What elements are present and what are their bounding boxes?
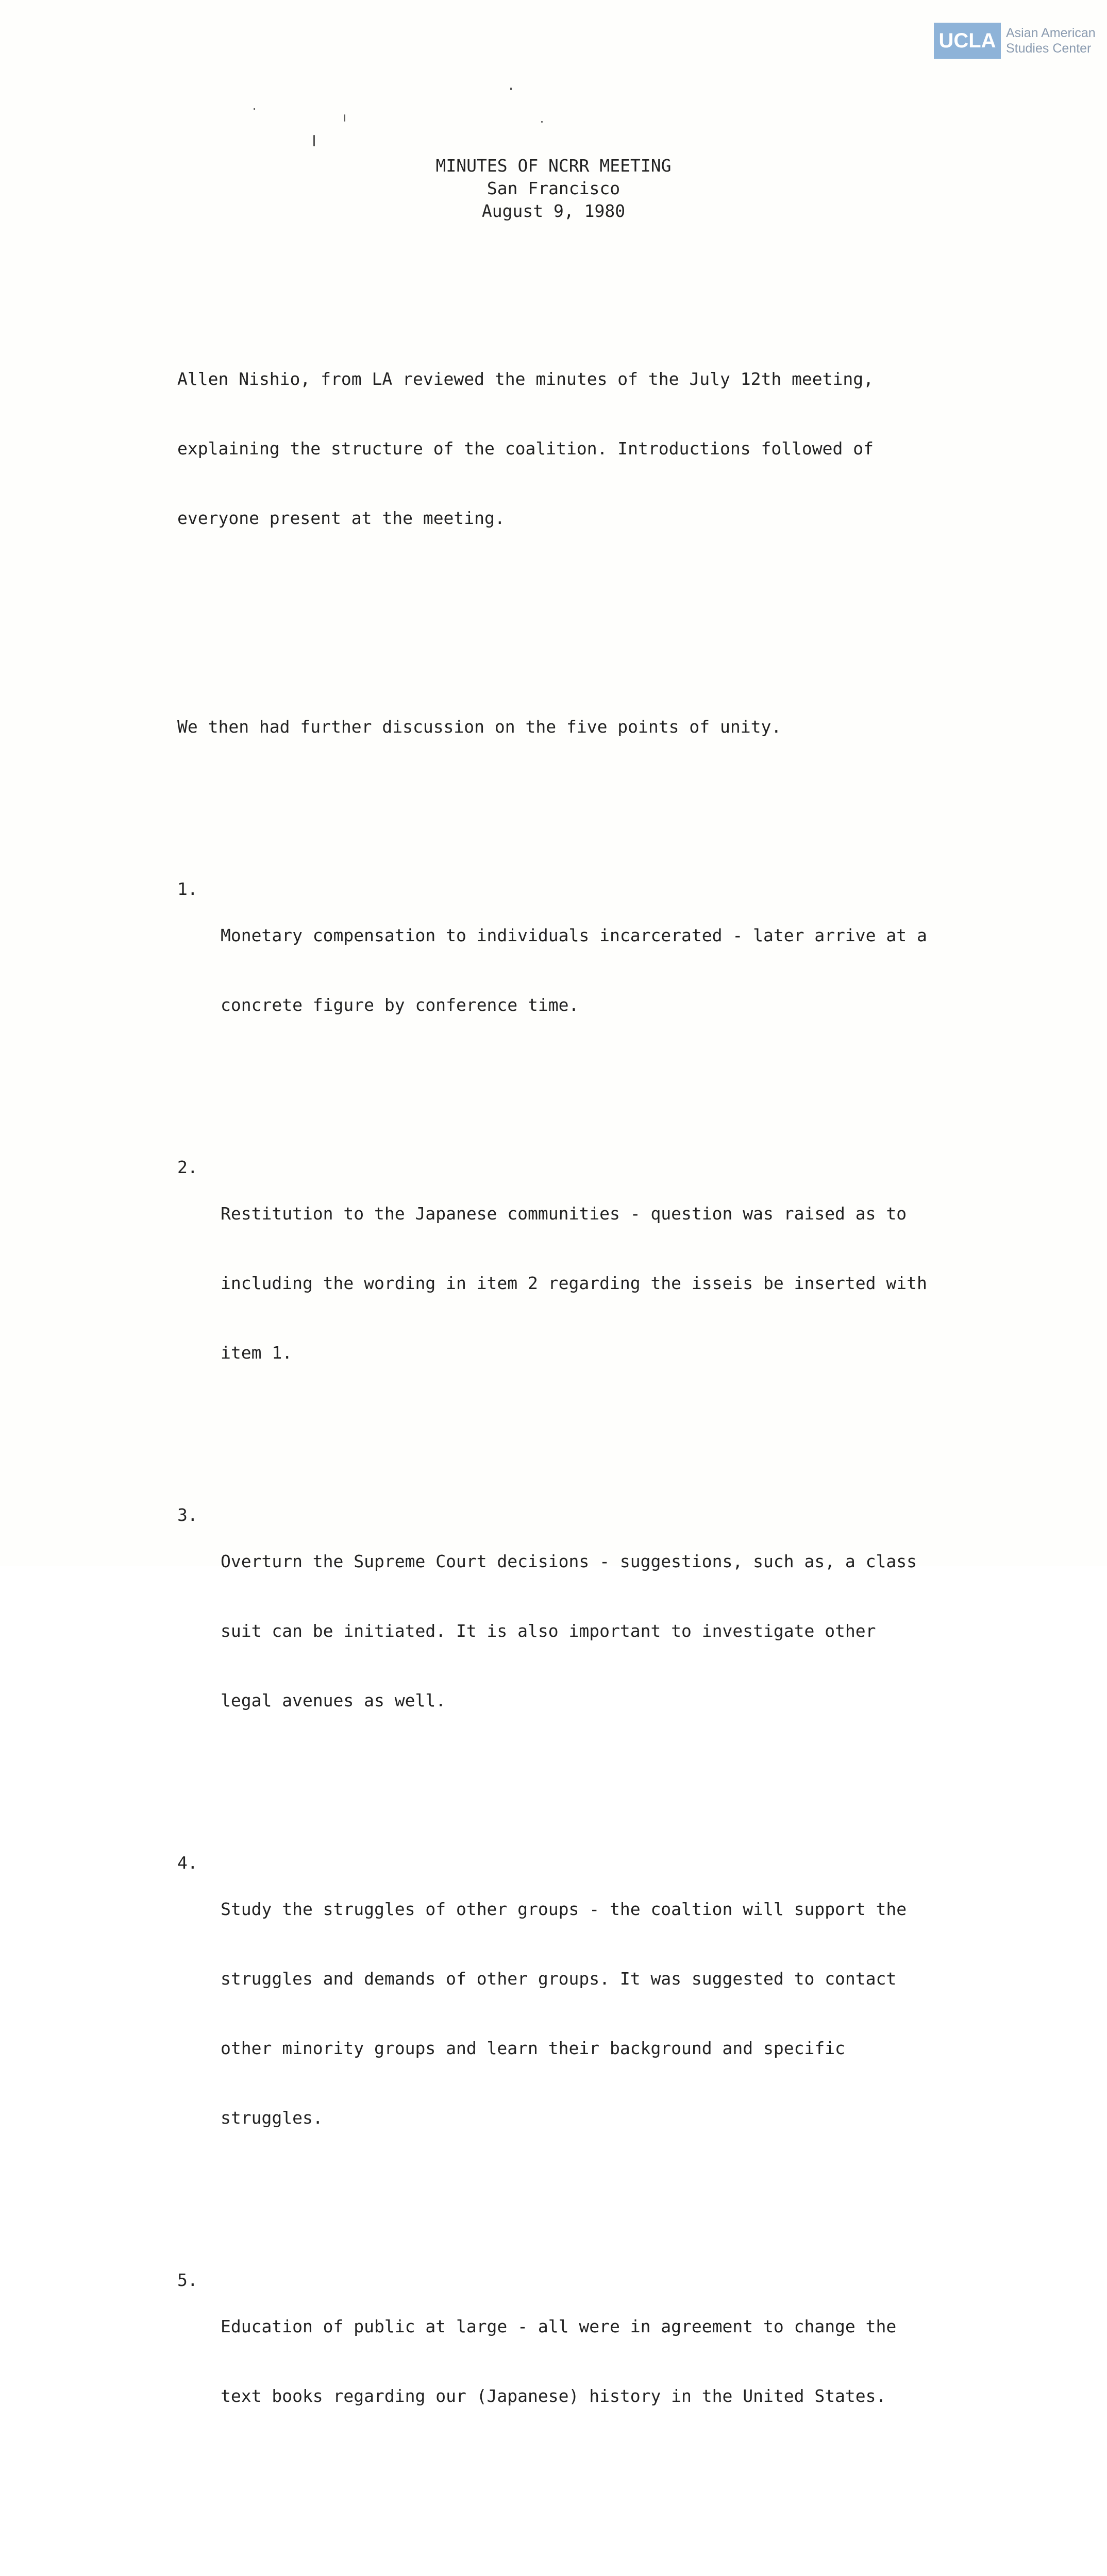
scan-speck [254, 108, 255, 110]
point-text [221, 877, 961, 1063]
text-line: Allen Nishio, from LA reviewed the minutes of the July 12th meeting, [177, 369, 874, 389]
text-line: Monetary compensation to individuals incarcerated - later arrive at a [221, 925, 927, 945]
point-of-unity [177, 877, 961, 1063]
text-line: concrete figure by conference time. [221, 995, 579, 1015]
text-line: explaining the structure of the coalition. Introductions followed of [177, 438, 874, 459]
point-of-unity [177, 1851, 961, 2176]
point-number: 3. [177, 1505, 198, 1525]
scan-speck [344, 114, 345, 122]
point-text [221, 1503, 961, 1758]
point-number: 5. [177, 2270, 198, 2290]
text-line: everyone present at the meeting. [177, 508, 505, 528]
text-line: legal avenues as well. [221, 1690, 446, 1710]
logo-caption-line: Asian American [1006, 26, 1096, 40]
scan-speck [313, 135, 315, 146]
text-line: including the wording in item 2 regarding the isseis be inserted with [221, 1273, 927, 1293]
point-number: 4. [177, 1853, 198, 1873]
text-line: struggles. [221, 2108, 323, 2128]
scan-speck [541, 121, 543, 123]
scan-speck [510, 88, 512, 90]
text-line: text books regarding our (Japanese) history in the United States. [221, 2386, 886, 2406]
unity-intro [177, 669, 961, 785]
text-line: Overturn the Supreme Court decisions - suggestions, such as, a class [221, 1551, 917, 1571]
intro-paragraph [177, 321, 961, 576]
logo-caption-line: Studies Center [1006, 41, 1092, 56]
document-body [177, 251, 961, 2576]
text-line: suit can be initiated. It is also important to investigate other [221, 1621, 876, 1641]
text-line: item 1. [221, 1343, 293, 1363]
point-text [221, 2268, 961, 2454]
point-of-unity [177, 2268, 961, 2454]
endorsements-paragraph [177, 2547, 961, 2576]
text-line: Education of public at large - all were in agreement to change the [221, 2316, 897, 2336]
document-header [0, 155, 1107, 223]
text-line: Restitution to the Japanese communities - question was raised as to [221, 1204, 907, 1224]
text-line: other minority groups and learn their background and specific [221, 2038, 845, 2058]
text-line: We then had further discussion on the five points of unity. [177, 717, 782, 737]
meeting-place: San Francisco [487, 178, 620, 198]
point-number: 2. [177, 1157, 198, 1177]
point-number: 1. [177, 879, 198, 899]
text-line: Study the struggles of other groups - the coaltion will support the [221, 1899, 907, 1919]
logo-caption [1006, 25, 1096, 56]
point-text [221, 1156, 961, 1411]
point-of-unity [177, 1156, 961, 1411]
point-text [221, 1851, 961, 2176]
meeting-date: August 9, 1980 [481, 201, 626, 221]
ucla-aasc-logo [934, 23, 1096, 59]
point-of-unity [177, 1503, 961, 1758]
text-line: struggles and demands of other groups. It was suggested to contact [221, 1969, 897, 1989]
document-title: MINUTES OF NCRR MEETING [435, 156, 672, 176]
ucla-logo-mark: UCLA [934, 23, 1001, 59]
